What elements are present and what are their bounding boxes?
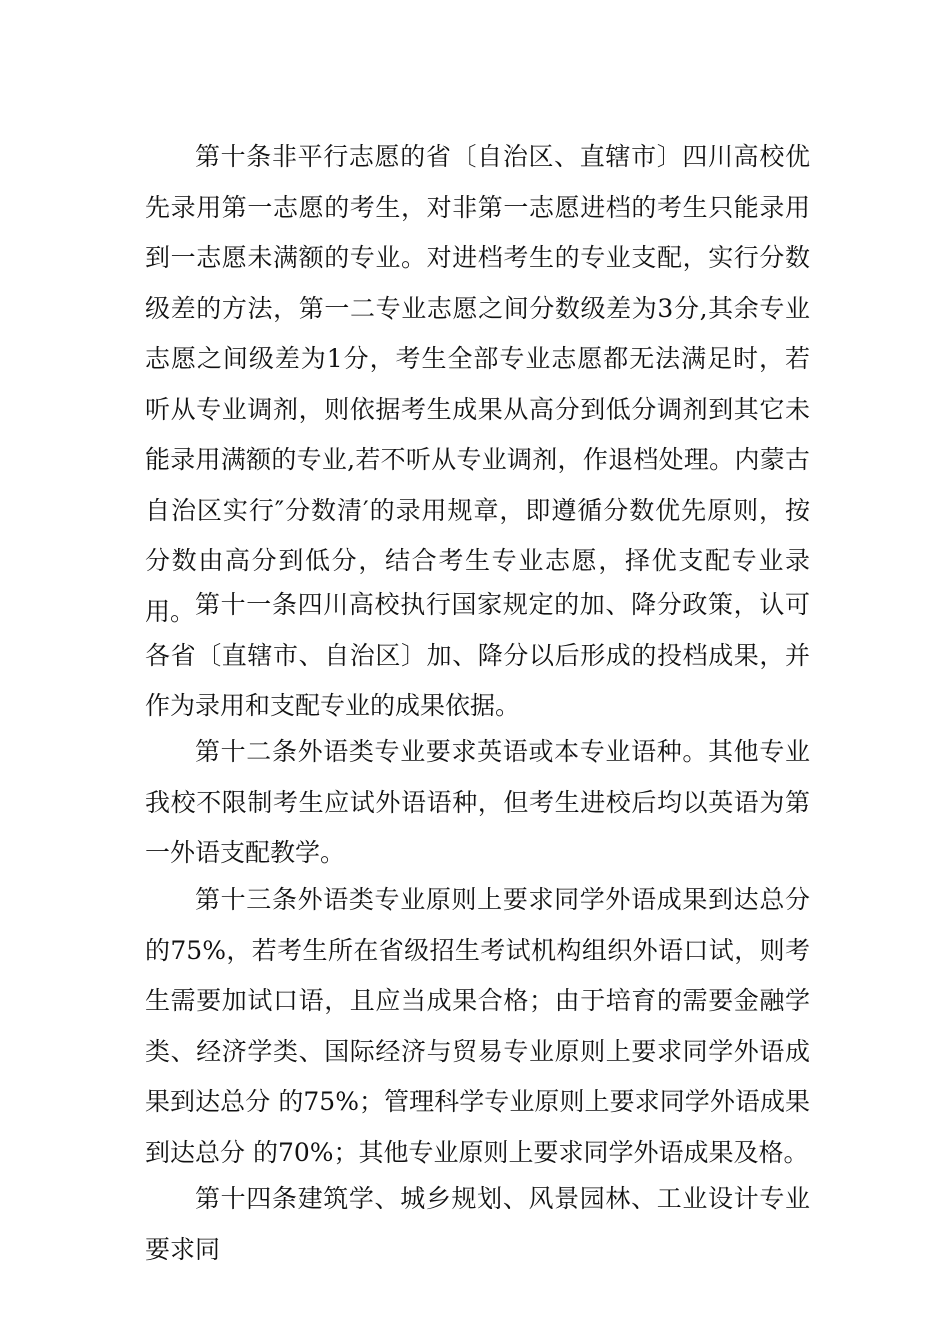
article-10-paragraph: 第十条非平行志愿的省〔自治区、直辖市〕四川高校优先录用第一志愿的考生，对非第一志愿进档的考生只能录用到一志愿未满额的专业。对进档考生的专业支配，实行分数级差的方法，第一二专业志愿之间分数级差为3分,其余专业志愿之间级差为1分，考生全部专业志愿都无法满足时，若听从专业调剂，则依据考生成果从高分到低分调剂到其它未能录用满额的专业,若不听从专业调剂，作退档处理。内蒙古自治区实行″分数清′的录用规章，即遵循分数优先原则，按分数由高分到低分，结合考生专业志愿，择优支配专业录用。 <box>145 142 810 626</box>
article-12-paragraph: 第十二条外语类专业要求英语或本专业语种。其他专业我校不限制考生应试外语语种，但考生进校后均以英语为第一外语支配教学。 <box>145 737 810 867</box>
article-13-paragraph: 第十三条外语类专业原则上要求同学外语成果到达总分 的75%，若考生所在省级招生考试机构组织外语口试，则考生需要加试口语，且应当成果合格；由于培育的需要金融学类、经济学类、国际经济与贸易专业原则上要求同学外语成果到达总分 的75%；管理科学专业原则上要求同学外语成果到达总分 的70%；其他专业原则上要求同学外语成果及格。 <box>145 885 810 1167</box>
article-14-paragraph: 第十四条建筑学、城乡规划、风景园林、工业设计专业要求同 <box>145 1184 810 1264</box>
article-11-paragraph: 第十一条四川高校执行国家规定的加、降分政策，认可各省〔直辖市、自治区〕加、降分以后形成的投档成果，并作为录用和支配专业的成果依据。 <box>145 590 810 720</box>
